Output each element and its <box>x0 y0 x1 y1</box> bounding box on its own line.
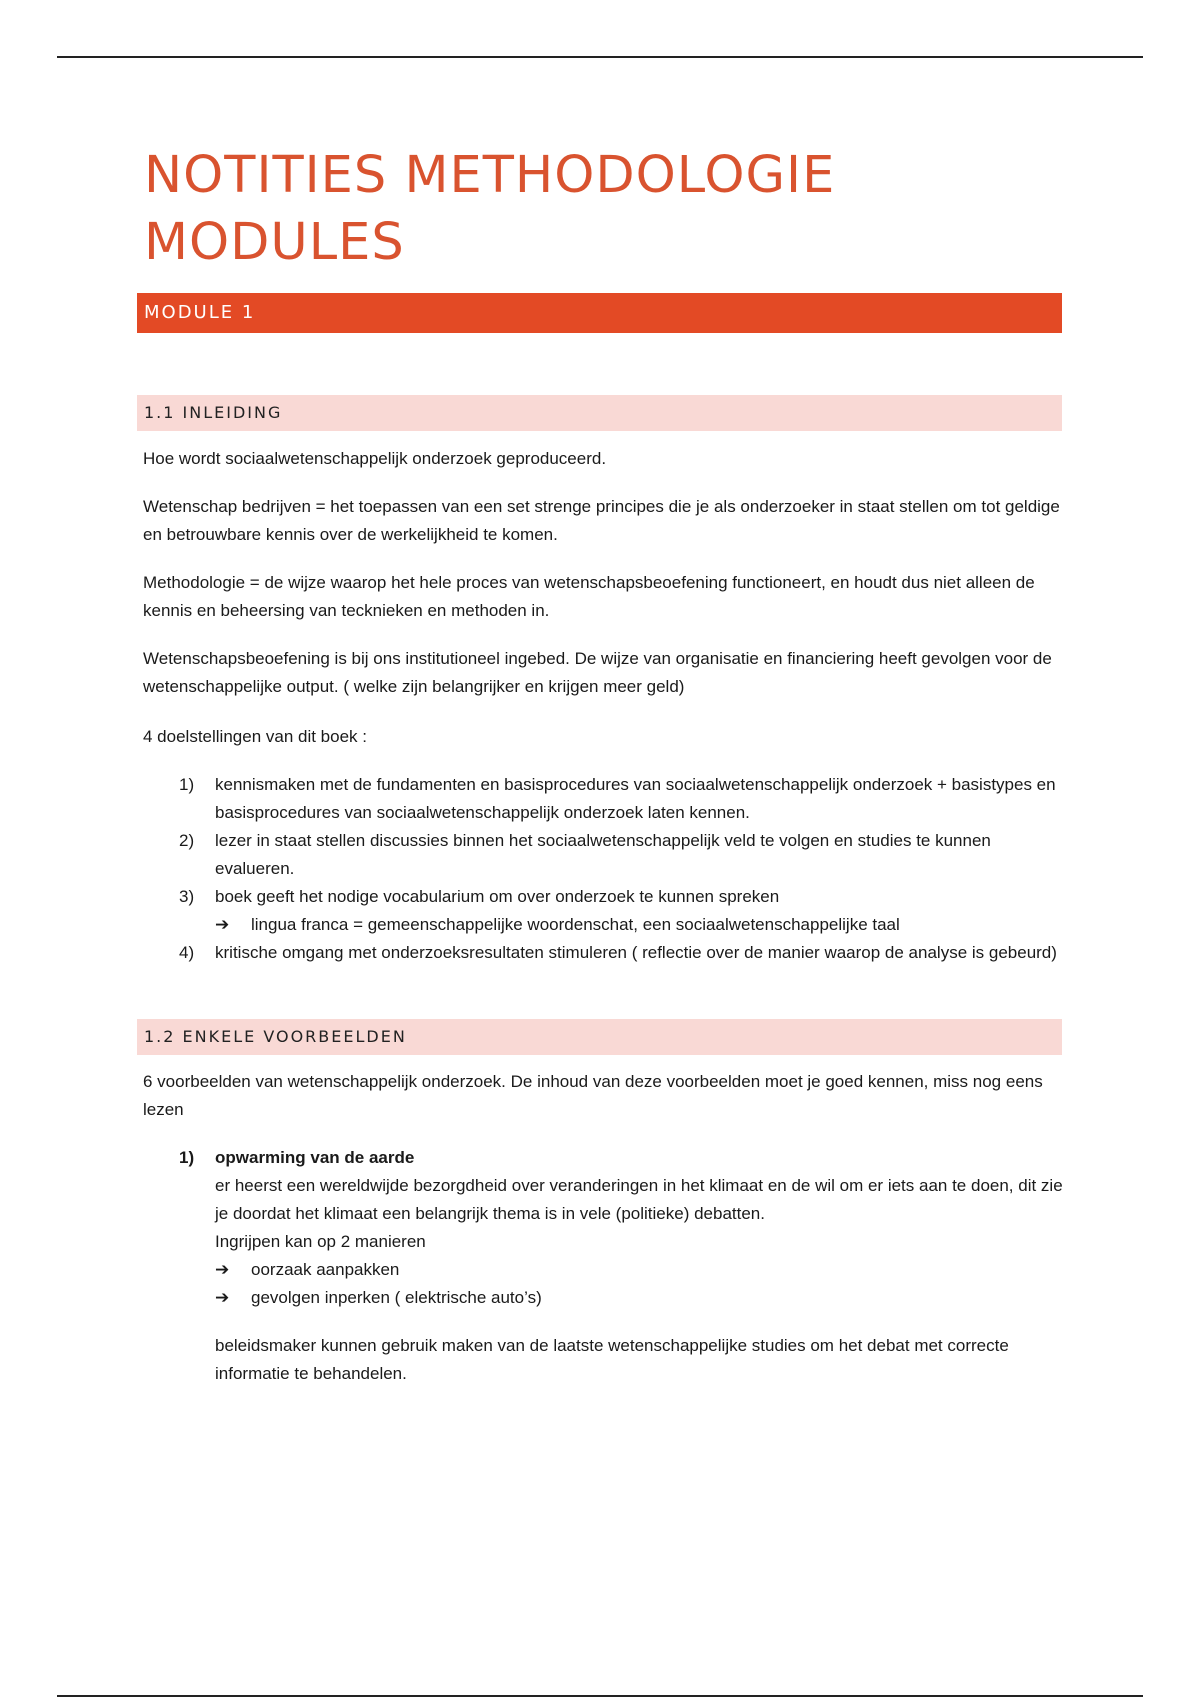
example-body <box>143 1144 1063 1388</box>
list-number: 4) <box>179 943 195 962</box>
example-title: opwarming van de aarde <box>215 1148 415 1167</box>
list-item-text: lezer in staat stellen discussies binnen het sociaalwetenschappelijk veld te volgen en studies te kunnen evalueren. <box>215 831 991 878</box>
top-rule <box>57 56 1143 58</box>
section-heading-voorbeelden: 1.2 ENKELE VOORBEELDEN <box>137 1019 1062 1055</box>
document-title <box>144 142 1044 276</box>
goals-list <box>143 771 1063 967</box>
list-number: 1) <box>179 775 195 794</box>
document-title-line-2: MODULES <box>144 213 405 272</box>
list-item <box>143 883 1063 939</box>
list-number: 2) <box>179 831 195 850</box>
module-heading: MODULE 1 <box>137 293 1062 333</box>
paragraph: 4 doelstellingen van dit boek : <box>143 727 367 746</box>
example-text: Ingrijpen kan op 2 manieren <box>215 1232 426 1251</box>
sub-item <box>215 911 1063 939</box>
list-item-text: kritische omgang met onderzoeksresultaten stimuleren ( reflectie over de manier waarop de analyse is gebeurd) <box>215 943 1057 962</box>
sub-item <box>215 1256 1063 1284</box>
section-heading-inleiding: 1.1 INLEIDING <box>137 395 1062 431</box>
example-number: 1) <box>179 1148 195 1167</box>
example-text: er heerst een wereldwijde bezorgdheid over veranderingen in het klimaat en de wil om er iets aan te doen, dit zie je doordat het klimaat een belangrijk thema is in vele (politieke) debatten. <box>215 1176 1063 1223</box>
paragraph: Wetenschap bedrijven = het toepassen van een set strenge principes die je als onderzoeker in staat stellen om tot geldige en betrouwbare kennis over de werkelijkheid te komen. <box>143 497 1060 544</box>
document-title-line-1: NOTITIES METHODOLOGIE <box>144 146 836 205</box>
arrow-right-icon: ➔ <box>215 915 230 935</box>
paragraph: Wetenschapsbeoefening is bij ons institutioneel ingebed. De wijze van organisatie en financiering heeft gevolgen voor de wetenschappelijke output. ( welke zijn belangrijker en krijgen meer geld) <box>143 649 1052 696</box>
list-item <box>143 771 1063 827</box>
bottom-rule <box>57 1695 1143 1697</box>
list-item <box>143 939 1063 967</box>
list-item-text: kennismaken met de fundamenten en basisprocedures van sociaalwetenschappelijk onderzoek + basistypes en basisprocedures van sociaalwetenschappelijk onderzoek laten kennen. <box>215 775 1056 822</box>
example-item <box>143 1144 1063 1388</box>
sub-item-text: oorzaak aanpakken <box>251 1260 400 1279</box>
list-item-text: boek geeft het nodige vocabularium om over onderzoek te kunnen spreken <box>215 887 780 906</box>
example-closing-text: beleidsmaker kunnen gebruik maken van de laatste wetenschappelijke studies om het debat met correcte informatie te behandelen. <box>215 1336 1009 1383</box>
list-item <box>143 827 1063 883</box>
arrow-right-icon: ➔ <box>215 1260 230 1280</box>
arrow-right-icon: ➔ <box>215 1288 230 1308</box>
sub-item-text: lingua franca = gemeenschappelijke woordenschat, een sociaalwetenschappelijke taal <box>251 915 900 934</box>
paragraph: 6 voorbeelden van wetenschappelijk onderzoek. De inhoud van deze voorbeelden moet je goed kennen, miss nog eens lezen <box>143 1072 1043 1119</box>
paragraph: Hoe wordt sociaalwetenschappelijk onderzoek geproduceerd. <box>143 449 607 468</box>
sub-item-text: gevolgen inperken ( elektrische auto’s) <box>251 1288 542 1307</box>
list-number: 3) <box>179 887 195 906</box>
sub-item <box>215 1284 1063 1312</box>
paragraph: Methodologie = de wijze waarop het hele proces van wetenschapsbeoefening functioneert, en houdt dus niet alleen de kennis en beheersing van tecknieken en methoden in. <box>143 573 1035 620</box>
